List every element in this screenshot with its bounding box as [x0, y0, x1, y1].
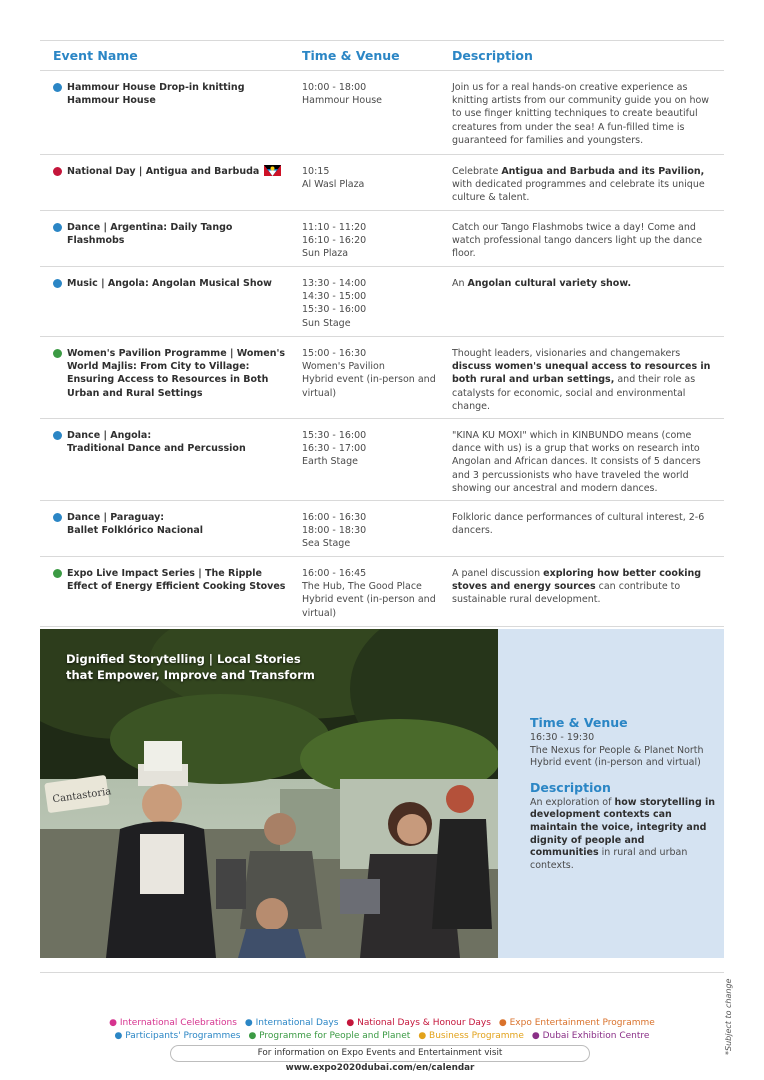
legend-dot-icon: ●	[109, 1018, 120, 1028]
table-row	[40, 71, 724, 155]
footer-info	[170, 1045, 590, 1073]
table-header	[40, 41, 724, 71]
event-name-cell	[40, 81, 302, 154]
event-name-line: Dance | Paraguay:	[67, 512, 165, 523]
table-row	[40, 155, 724, 211]
legend-dot-icon: ●	[114, 1031, 126, 1041]
category-dot-icon	[53, 569, 62, 578]
time-venue-line: 15:00 - 16:30	[302, 348, 367, 359]
feature-title-line: that Empower, Improve and Transform	[66, 667, 315, 682]
description-text: Join us for a real hands-on creative experience as knitting artists from our community guide you on how to use finger knitting techniques to create beautiful creatures from under the sea! A fun-filled time is guaranteed for families and youngsters.	[452, 82, 710, 146]
description-highlight: Angolan cultural variety show.	[467, 278, 632, 289]
description-text: An	[452, 278, 468, 289]
description-text: A panel discussion	[452, 568, 544, 579]
time-venue-cell	[302, 277, 452, 336]
event-name-line: Music | Angola: Angolan Musical Show	[67, 278, 272, 289]
time-venue-line: Women's Pavilion	[302, 361, 385, 373]
time-venue-cell	[302, 165, 452, 210]
table-body	[40, 71, 724, 627]
time-venue-line: The Hub, The Good Place	[302, 581, 422, 593]
category-dot-icon	[53, 513, 62, 522]
feature-title	[66, 652, 315, 683]
description-cell	[452, 347, 716, 418]
time-venue-line: 13:30 - 14:00	[302, 278, 367, 289]
legend-dot-icon: ●	[248, 1031, 260, 1041]
feature-title-line: Dignified Storytelling | Local Stories	[66, 652, 301, 666]
time-venue-line: 14:30 - 15:00	[302, 291, 367, 303]
event-name-cell	[40, 567, 302, 626]
time-venue-cell	[302, 347, 452, 418]
event-name-cell	[40, 221, 302, 266]
event-name-line: Hammour House Drop-in knitting	[67, 82, 245, 93]
table-row	[40, 267, 724, 337]
category-dot-icon	[53, 431, 62, 440]
description-highlight: exploring how better cooking stoves and energy sources	[452, 568, 702, 593]
legend-row	[0, 1017, 764, 1030]
description-text: Catch our Tango Flashmobs twice a day! Come and watch professional tango dancers light up the dance floor.	[452, 222, 703, 260]
legend-dot-icon: ●	[531, 1031, 543, 1041]
event-name-line: Dance | Argentina: Daily Tango Flashmobs	[67, 222, 233, 247]
legend-item	[418, 1031, 524, 1041]
feature-description: An exploration of how storytelling in development contexts can maintain the voice, integrity and dignity of people and communities in rural and urban contexts.	[530, 796, 716, 871]
description-cell	[452, 511, 716, 556]
legend-label: International Celebrations	[119, 1018, 237, 1028]
footer-prefix: For information on Expo Events and Entertainment visit	[257, 1048, 503, 1058]
time-venue-line: Hybrid event (in-person and virtual)	[302, 594, 436, 619]
feature-description-heading: Description	[530, 779, 611, 795]
time-venue-line: 18:00 - 18:30	[302, 525, 367, 537]
legend-dot-icon: ●	[498, 1018, 510, 1028]
description-text: with dedicated programmes and celebrate its unique culture & talent.	[452, 179, 705, 204]
time-venue-line: 16:00 - 16:30	[302, 512, 367, 523]
sign-label: Cantastoria	[51, 786, 112, 806]
time-venue-line: Hybrid event (in-person and virtual)	[302, 374, 436, 399]
category-dot-icon	[53, 279, 62, 288]
time-venue-line: 10:15	[302, 166, 330, 177]
feature-time-venue	[530, 732, 716, 770]
description-cell	[452, 277, 716, 336]
legend-label: Business Programme	[429, 1031, 524, 1041]
time-venue-cell	[302, 511, 452, 556]
legend-dot-icon: ●	[418, 1031, 430, 1041]
event-name-line: Expo Live Impact Series | The Ripple Effect of Energy Efficient Cooking Stoves	[67, 568, 286, 593]
description-highlight: discuss women's unequal access to resources in both rural and urban settings,	[452, 361, 711, 386]
feature-time-heading: Time & Venue	[530, 715, 628, 730]
description-highlight: Antigua and Barbuda and its Pavilion,	[501, 166, 705, 177]
time-venue-line: 16:30 - 17:00	[302, 443, 367, 455]
storytelling-photo	[40, 629, 498, 958]
header-event-name: Event Name	[53, 48, 138, 63]
event-name-cell	[40, 277, 302, 336]
category-dot-icon	[53, 83, 62, 92]
event-name-line: National Day | Antigua and Barbuda	[67, 166, 260, 177]
feature-event-card	[40, 629, 724, 958]
legend-dot-icon: ●	[244, 1018, 256, 1028]
description-text: Folkloric dance performances of cultural interest, 2-6 dancers.	[452, 512, 705, 537]
event-name-line: Dance | Angola:	[67, 430, 152, 441]
time-venue-line: Earth Stage	[302, 456, 358, 468]
description-cell	[452, 81, 716, 154]
legend-row	[0, 1030, 764, 1043]
footer-divider	[40, 972, 724, 973]
subject-to-change-note: *Subject to change	[724, 978, 733, 1055]
legend-item	[532, 1031, 650, 1041]
legend-label: Dubai Exhibition Centre	[542, 1031, 650, 1041]
legend-label: National Days & Honour Days	[357, 1018, 491, 1028]
time-venue-line: 11:10 - 11:20	[302, 222, 367, 233]
event-name-cell	[40, 429, 302, 500]
time-venue-line: 16:10 - 16:20	[302, 235, 367, 247]
time-venue-line: Al Wasl Plaza	[302, 179, 365, 191]
event-name-cell	[40, 347, 302, 418]
events-table	[40, 40, 724, 627]
description-cell	[452, 165, 716, 210]
calendar-link[interactable]: www.expo2020dubai.com/en/calendar	[285, 1063, 475, 1073]
header-time-venue: Time & Venue	[302, 48, 400, 63]
time-venue-line: 10:00 - 18:00	[302, 82, 367, 93]
legend-item	[245, 1018, 338, 1028]
table-row	[40, 501, 724, 557]
category-dot-icon	[53, 223, 62, 232]
legend-item	[248, 1031, 410, 1041]
category-dot-icon	[53, 349, 62, 358]
time-venue-line: Sea Stage	[302, 538, 351, 550]
legend-item	[115, 1031, 241, 1041]
legend-item	[346, 1018, 491, 1028]
legend-dot-icon: ●	[346, 1018, 358, 1028]
description-text: and their role as catalysts for economic, social and environmental change.	[452, 374, 696, 412]
legend-label: Programme for People and Planet	[259, 1031, 411, 1041]
legend-item	[109, 1018, 237, 1028]
time-venue-cell	[302, 429, 452, 500]
feature-time-line: Hybrid event (in-person and virtual)	[530, 757, 701, 769]
time-venue-line: Sun Stage	[302, 317, 351, 329]
table-row	[40, 419, 724, 501]
time-venue-line: 15:30 - 16:00	[302, 304, 367, 316]
time-venue-line: Sun Plaza	[302, 248, 349, 260]
header-description: Description	[452, 48, 533, 63]
description-cell	[452, 567, 716, 626]
time-venue-line: Hammour House	[302, 95, 383, 107]
legend-label: Participants' Programmes	[125, 1031, 241, 1041]
event-name-cell	[40, 511, 302, 556]
description-text: Celebrate	[452, 166, 502, 177]
event-name-line: Hammour House	[67, 95, 156, 107]
description-text: "KINA KU MOXI" which in KINBUNDO means (come dance with us) is a grup that works on research into Angolan and African dances. It consists of 5 dancers and 3 percussionists who have traveled the world showing our ancestral and modern dances.	[452, 430, 701, 494]
event-name-line: Ballet Folklórico Nacional	[67, 525, 204, 537]
time-venue-line: 15:30 - 16:00	[302, 430, 367, 441]
event-name-line: Women's Pavilion Programme | Women's World Majlis: From City to Village: Ensuring Access to Resources in Both Urban and Rural Settings	[67, 348, 286, 399]
legend-label: International Days	[255, 1018, 339, 1028]
legend-label: Expo Entertainment Programme	[509, 1018, 655, 1028]
category-legend	[0, 1017, 764, 1043]
event-name-cell	[40, 165, 302, 210]
antigua-flag-icon	[264, 165, 281, 176]
feature-time-line: 16:30 - 19:30	[530, 732, 595, 743]
event-name-line: Traditional Dance and Percussion	[67, 443, 246, 455]
description-cell	[452, 429, 716, 500]
time-venue-cell	[302, 81, 452, 154]
feature-time-line: The Nexus for People & Planet North	[530, 744, 704, 756]
legend-item	[499, 1018, 655, 1028]
description-text: can contribute to sustainable rural development.	[452, 581, 681, 606]
table-row	[40, 337, 724, 419]
time-venue-line: 16:00 - 16:45	[302, 568, 367, 579]
feature-details	[530, 715, 716, 872]
time-venue-cell	[302, 221, 452, 266]
table-row	[40, 557, 724, 627]
description-cell	[452, 221, 716, 266]
category-dot-icon	[53, 167, 62, 176]
description-text: Thought leaders, visionaries and changemakers	[452, 348, 681, 359]
time-venue-cell	[302, 567, 452, 626]
table-row	[40, 211, 724, 267]
